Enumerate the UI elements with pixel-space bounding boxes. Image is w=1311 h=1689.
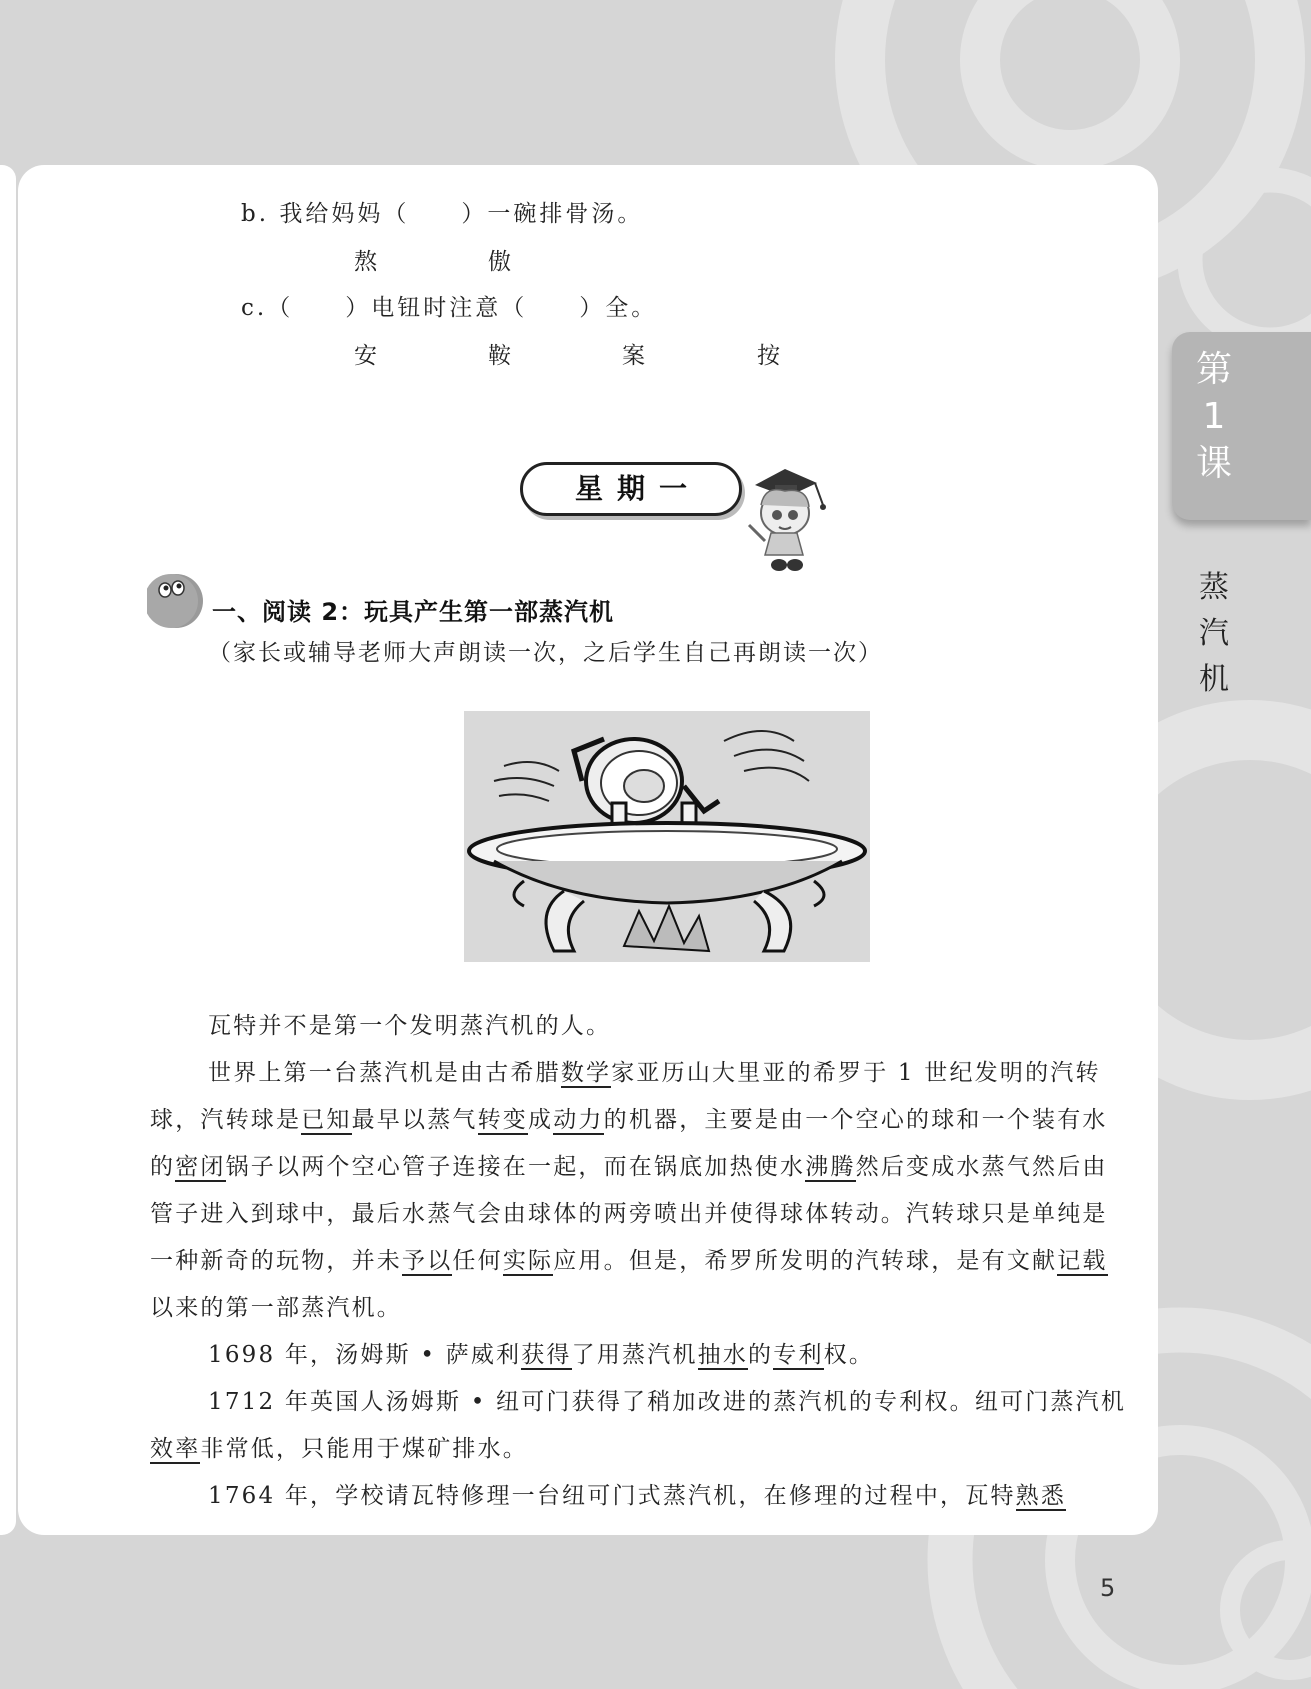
section-title: 一、阅读 2：玩具产生第一部蒸汽机 — [212, 598, 615, 626]
vocab-word: 熟悉 — [1015, 1483, 1067, 1509]
vocab-word: 实际 — [502, 1248, 554, 1274]
exercise-b-text: b. 我给妈妈（ ）一碗排骨汤。 — [241, 201, 644, 227]
vocab-word: 动力 — [553, 1107, 604, 1133]
lesson-title-char: 汽 — [1199, 616, 1229, 651]
text-segment: 然后变成水蒸气然后由管子进入到球中，最后水蒸气会由球体的两旁喷出并使得球体转动。汽转球只是单纯是一种新奇的玩物，并未 — [150, 1154, 1108, 1274]
text-segment: 了用蒸汽机 — [571, 1342, 698, 1368]
text-segment: 1698 年，汤姆斯 • 萨威利 — [208, 1342, 522, 1368]
exercise-c-option: 按 — [757, 343, 780, 369]
paragraph — [150, 1379, 1130, 1473]
lesson-tab-line: 第 — [1195, 349, 1232, 390]
text-segment: 家亚历山大里亚的希罗于 1 世纪发明的汽转球，汽转球是 — [150, 1060, 1101, 1133]
vocab-word: 沸腾 — [805, 1154, 856, 1180]
exercise-b-option: 傲 — [488, 249, 511, 275]
lesson-tab-line: 1 — [1202, 396, 1226, 437]
vocab-word: 获得 — [521, 1342, 572, 1368]
page-number: 5 — [1100, 1574, 1116, 1602]
paragraph — [150, 1050, 1130, 1332]
day-label-text: 星期一 — [574, 472, 701, 505]
section-subtitle: （家长或辅导老师大声朗读一次，之后学生自己再朗读一次） — [208, 640, 883, 666]
paragraph — [150, 1003, 1130, 1050]
paragraph — [150, 1332, 1130, 1379]
lesson-tab-label — [1172, 346, 1256, 487]
exercise-c-text: c.（ ）电钮时注意（ ）全。 — [241, 295, 658, 321]
exercise-c-option: 案 — [622, 343, 645, 369]
lesson-title-char: 蒸 — [1199, 570, 1229, 605]
exercise-c-option: 鞍 — [488, 343, 511, 369]
text-segment: 1712 年英国人汤姆斯 • 纽可门获得了稍加改进的蒸汽机的专利权。纽可门蒸汽机 — [208, 1389, 1127, 1415]
exercise-b-option: 熬 — [354, 249, 377, 275]
text-segment: 的机器，主要是由一个空心的球和一个装有水的 — [150, 1107, 1108, 1180]
text-segment: 权。 — [823, 1342, 875, 1368]
paragraph — [150, 1473, 1130, 1520]
mascot-graduate-icon — [745, 455, 837, 575]
lesson-title-char: 机 — [1199, 662, 1229, 697]
aeolipile-illustration — [464, 711, 870, 962]
vocab-word: 转变 — [477, 1107, 529, 1133]
reading-body — [150, 1003, 1130, 1520]
lesson-tab-line: 课 — [1195, 443, 1232, 484]
text-segment: 应用。但是，希罗所发明的汽转球，是有文献 — [553, 1248, 1058, 1274]
vocab-word: 专利 — [773, 1342, 824, 1368]
vocab-word: 抽水 — [697, 1342, 749, 1368]
text-segment: 任何 — [452, 1248, 503, 1274]
vocab-word: 予以 — [402, 1248, 453, 1274]
vocab-word: 效率 — [150, 1436, 201, 1462]
day-label-badge — [520, 462, 742, 516]
text-segment: 以来的第一部蒸汽机。 — [150, 1295, 402, 1321]
lesson-title-vertical — [1176, 565, 1252, 703]
text-segment: 非常低，只能用于煤矿排水。 — [200, 1436, 529, 1462]
text-segment: 世界上第一台蒸汽机是由古希腊 — [208, 1060, 561, 1086]
vocab-word: 数学 — [560, 1060, 612, 1086]
left-page-edge — [0, 165, 16, 1535]
text-segment: 成 — [528, 1107, 554, 1133]
text-segment: 的 — [748, 1342, 774, 1368]
text-segment: 锅子以两个空心管子连接在一起，而在锅底加热使水 — [225, 1154, 806, 1180]
text-segment: 1764 年，学校请瓦特修理一台纽可门式蒸汽机，在修理的过程中，瓦特 — [208, 1483, 1016, 1509]
vocab-word: 记载 — [1057, 1248, 1108, 1274]
vocab-word: 已知 — [301, 1107, 352, 1133]
text-segment: 最早以蒸气 — [351, 1107, 478, 1133]
smiley-face-icon — [147, 572, 205, 630]
text-segment: 瓦特并不是第一个发明蒸汽机的人。 — [208, 1013, 612, 1039]
vocab-word: 密闭 — [175, 1154, 226, 1180]
exercise-c-option: 安 — [354, 343, 377, 369]
